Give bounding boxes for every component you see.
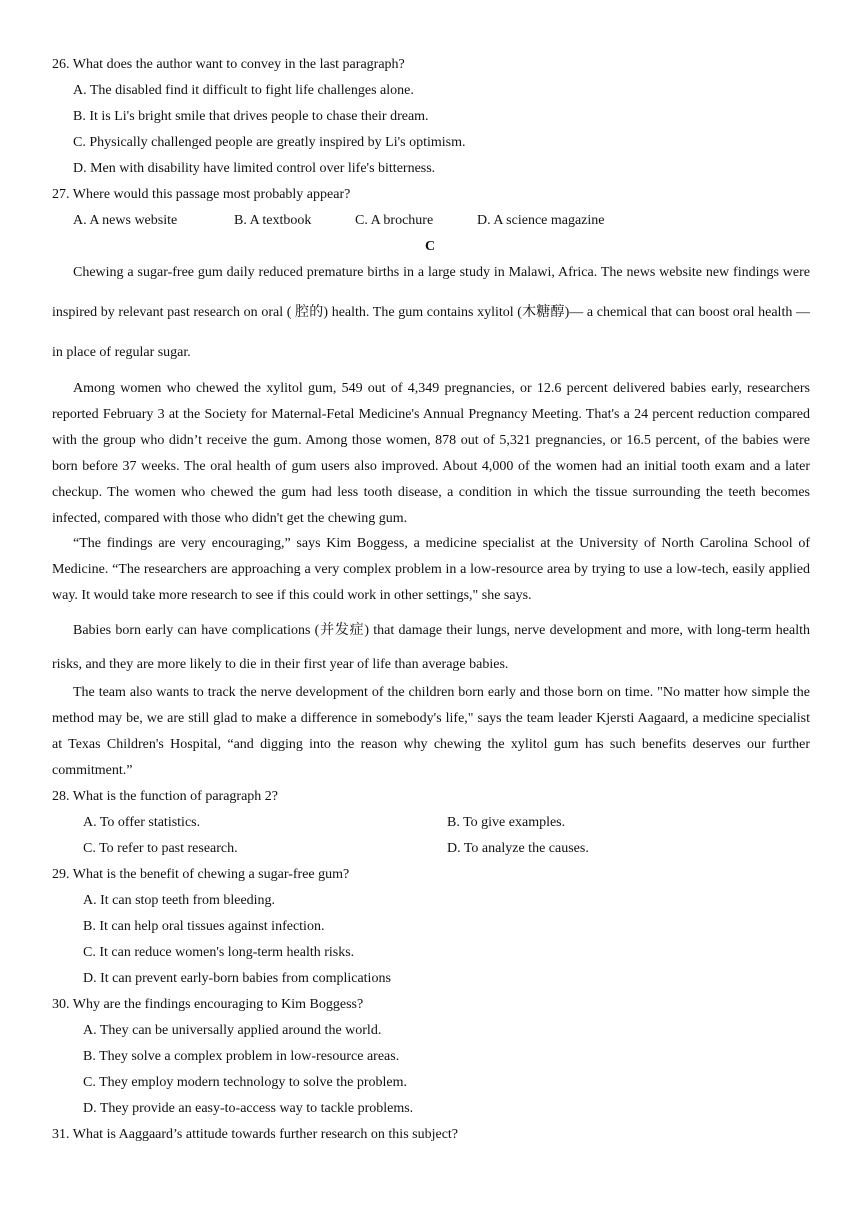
- question-29: 29. What is the benefit of chewing a sugar-free gum?: [52, 867, 350, 882]
- passage-paragraph-2: Among women who chewed the xylitol gum, 549 out of 4,349 pregnancies, or 12.6 percent delivered babies early, researchers reported February 3 at the Society for Maternal-Fetal Medicine's Annual Pregnancy Meeting. That's a 24 percent reduction compared with the group who didn’t receive the gum. Among those women, 878 out of 5,321 pregnancies, or 16.5 percent, of the babies were born before 37 weeks. The oral health of gum users also improved. About 4,000 of the women had an initial tooth exam and a later checkup. The women who chewed the gum had less tooth disease, a condition in which the tissue surrounding the teeth becomes infected, compared with those who didn't get the chewing gum.: [52, 381, 810, 526]
- q30-option-b: B. They solve a complex problem in low-resource areas.: [83, 1049, 400, 1064]
- passage-paragraph-5: The team also wants to track the nerve development of the children born early and those born on time. "No matter how simple the method may be, we are still glad to make a difference in somebody's life," says the team leader Kjersti Aagaard, a medicine specialist at Texas Children's Hospital, “and digging into the reason why chewing the xylitol gum has such benefits deserves our further commitment.”: [52, 685, 810, 778]
- q28-option-b: B. To give examples.: [447, 815, 566, 830]
- q30-option-c: C. They employ modern technology to solve the problem.: [83, 1075, 408, 1090]
- q29-option-d: D. It can prevent early-born babies from complications: [83, 971, 391, 986]
- q28-option-a: A. To offer statistics.: [83, 815, 201, 830]
- q26-option-d: D. Men with disability have limited control over life's bitterness.: [73, 161, 436, 176]
- section-label: C: [424, 239, 436, 254]
- question-27: 27. Where would this passage most probably appear?: [52, 187, 351, 202]
- q28-option-c: C. To refer to past research.: [83, 841, 238, 856]
- q28-option-d: D. To analyze the causes.: [447, 841, 589, 856]
- q27-option-a: A. A news website: [73, 213, 178, 228]
- q29-option-a: A. It can stop teeth from bleeding.: [83, 893, 276, 908]
- question-31: 31. What is Aaggaard’s attitude towards further research on this subject?: [52, 1127, 459, 1142]
- q30-option-d: D. They provide an easy-to-access way to tackle problems.: [83, 1101, 414, 1116]
- q26-option-a: A. The disabled find it difficult to fight life challenges alone.: [73, 83, 414, 98]
- q27-option-d: D. A science magazine: [477, 213, 605, 228]
- q26-option-b: B. It is Li's bright smile that drives people to chase their dream.: [73, 109, 429, 124]
- q27-option-c: C. A brochure: [355, 213, 434, 228]
- q26-option-c: C. Physically challenged people are greatly inspired by Li's optimism.: [73, 135, 466, 150]
- passage-paragraph-4: Babies born early can have complications (并发症) that damage their lungs, nerve development and more, with long-term health risks, and they are more likely to die in their first year of life than average babies.: [52, 623, 810, 672]
- q29-option-c: C. It can reduce women's long-term health risks.: [83, 945, 355, 960]
- q30-option-a: A. They can be universally applied around the world.: [83, 1023, 382, 1038]
- passage-paragraph-3: “The findings are very encouraging,” says Kim Boggess, a medicine specialist at the University of North Carolina School of Medicine. “The researchers are approaching a very complex problem in a low-resource area by trying to use a low-tech, easily applied way. It would take more research to see if this could work in other settings," she says.: [52, 536, 810, 603]
- passage-paragraph-1: Chewing a sugar-free gum daily reduced premature births in a large study in Malawi, Africa. The news website new findings were inspired by relevant past research on oral ( 腔的) health. The gum contains xylitol (木糖醇)— a chemical that can boost oral health — in place of regular sugar.: [52, 265, 810, 360]
- q27-option-b: B. A textbook: [234, 213, 312, 228]
- q29-option-b: B. It can help oral tissues against infection.: [83, 919, 325, 934]
- question-28: 28. What is the function of paragraph 2?: [52, 789, 279, 804]
- question-30: 30. Why are the findings encouraging to Kim Boggess?: [52, 997, 364, 1012]
- question-26: 26. What does the author want to convey in the last paragraph?: [52, 57, 405, 72]
